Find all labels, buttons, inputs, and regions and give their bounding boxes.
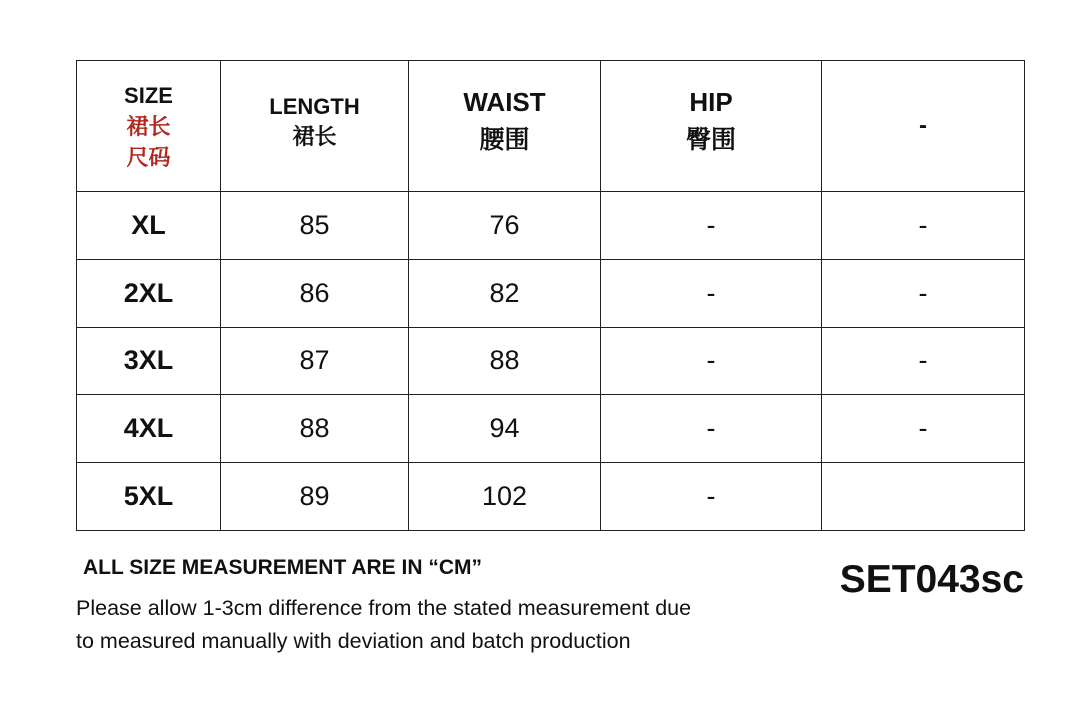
row-length-cell: 85 — [221, 192, 409, 260]
row-waist-cell: 102 — [409, 463, 601, 531]
row-length-cell: 89 — [221, 463, 409, 531]
row-waist-cell: 82 — [409, 259, 601, 327]
header-length — [221, 61, 409, 192]
row-extra-cell: - — [822, 192, 1025, 260]
row-extra-cell: - — [822, 327, 1025, 395]
table-row — [77, 463, 1025, 531]
header-row — [77, 61, 1025, 192]
row-extra-cell: - — [822, 259, 1025, 327]
measurement-disclaimer-line-2: to measured manually with deviation and batch production — [76, 629, 631, 653]
table-row — [77, 259, 1025, 327]
row-hip-cell: - — [601, 395, 822, 463]
row-waist-cell: 94 — [409, 395, 601, 463]
row-waist-cell: 88 — [409, 327, 601, 395]
measurement-disclaimer-line-1: Please allow 1-3cm difference from the stated measurement due — [76, 596, 692, 620]
row-hip-cell: - — [601, 327, 822, 395]
row-length-cell: 87 — [221, 327, 409, 395]
header-waist — [409, 61, 601, 192]
row-length-cell: 86 — [221, 259, 409, 327]
header-extra — [822, 61, 1025, 192]
header-hip-zh: 臀围 — [685, 126, 736, 154]
table-row — [77, 327, 1025, 395]
header-size-zh-1: 裙长 — [126, 113, 171, 139]
table-row — [77, 395, 1025, 463]
row-size-cell: XL — [77, 192, 221, 260]
table-row — [77, 192, 1025, 260]
row-extra-cell — [822, 463, 1025, 531]
measurement-unit-note: ALL SIZE MEASUREMENT ARE IN “CM” — [83, 556, 483, 579]
row-extra-cell: - — [822, 395, 1025, 463]
header-length-en: LENGTH — [269, 94, 360, 119]
row-size-cell: 3XL — [77, 327, 221, 395]
row-hip-cell: - — [601, 192, 822, 260]
header-length-zh: 裙长 — [292, 124, 337, 149]
product-code: SET043sc — [839, 558, 1024, 601]
header-size — [77, 61, 221, 192]
size-chart-table — [76, 60, 1025, 531]
header-hip — [601, 61, 822, 192]
header-waist-zh: 腰围 — [479, 126, 530, 154]
header-waist-en: WAIST — [463, 87, 546, 117]
row-length-cell: 88 — [221, 395, 409, 463]
row-size-cell: 5XL — [77, 463, 221, 531]
row-hip-cell: - — [601, 259, 822, 327]
row-waist-cell: 76 — [409, 192, 601, 260]
header-size-en: SIZE — [124, 82, 173, 108]
row-size-cell: 4XL — [77, 395, 221, 463]
header-hip-en: HIP — [689, 87, 733, 117]
header-size-zh-2: 尺码 — [126, 144, 171, 170]
header-extra-label: - — [919, 112, 927, 139]
row-hip-cell: - — [601, 463, 822, 531]
row-size-cell: 2XL — [77, 259, 221, 327]
